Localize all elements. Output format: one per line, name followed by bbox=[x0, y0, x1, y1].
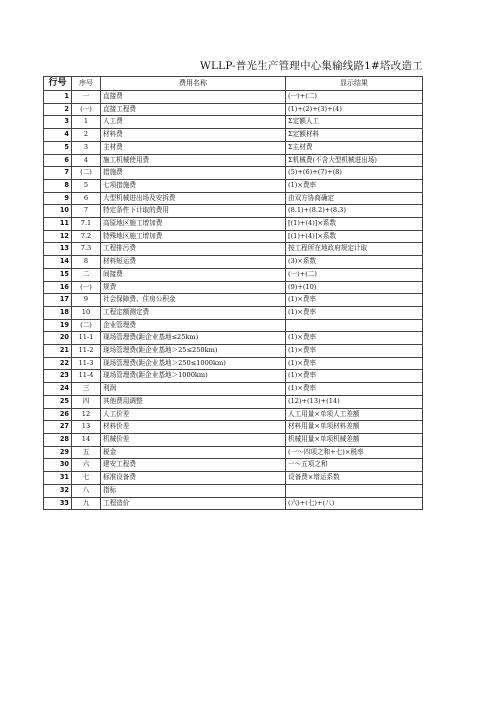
fee-name-cell[interactable]: 人工费 bbox=[101, 116, 286, 129]
result-cell[interactable]: 人工用量×单项人工差额 bbox=[286, 408, 423, 421]
table-row bbox=[44, 395, 423, 408]
row-number-cell[interactable]: 18 bbox=[44, 306, 72, 319]
seq-cell[interactable]: (一) bbox=[72, 281, 101, 294]
seq-cell[interactable]: 一 bbox=[72, 91, 101, 104]
table-row bbox=[44, 192, 423, 205]
row-number-cell[interactable]: 31 bbox=[44, 472, 72, 485]
table-row bbox=[44, 281, 423, 294]
table-row bbox=[44, 205, 423, 218]
row-number-cell[interactable]: 15 bbox=[44, 268, 72, 281]
row-number-cell[interactable]: 23 bbox=[44, 370, 72, 383]
row-number-cell[interactable]: 5 bbox=[44, 141, 72, 154]
fee-table bbox=[43, 76, 423, 510]
row-number-cell[interactable]: 22 bbox=[44, 357, 72, 370]
result-cell[interactable]: 一～五项之和 bbox=[286, 459, 423, 472]
fee-name-cell[interactable]: 直接费 bbox=[101, 91, 286, 104]
table-row bbox=[44, 459, 423, 472]
row-number-cell[interactable]: 20 bbox=[44, 332, 72, 345]
table-row bbox=[44, 116, 423, 129]
table-row bbox=[44, 370, 423, 383]
fee-name-cell[interactable]: 工程定额测定费 bbox=[101, 306, 286, 319]
table-row bbox=[44, 357, 423, 370]
seq-cell[interactable]: 九 bbox=[72, 497, 101, 510]
table-header-row bbox=[44, 77, 423, 91]
row-number-cell[interactable]: 32 bbox=[44, 484, 72, 497]
result-cell[interactable]: (8.1)+(8.2)+(8.3) bbox=[286, 205, 423, 218]
seq-cell[interactable]: 13 bbox=[72, 421, 101, 434]
result-cell[interactable]: (1)×费率 bbox=[286, 332, 423, 345]
fee-name-cell[interactable]: 材料费 bbox=[101, 129, 286, 142]
fee-name-cell[interactable]: 特定条件下计取的费用 bbox=[101, 205, 286, 218]
result-cell[interactable] bbox=[286, 484, 423, 497]
fee-name-cell[interactable]: 材料价差 bbox=[101, 421, 286, 434]
seq-cell[interactable]: 7 bbox=[72, 205, 101, 218]
result-cell[interactable]: (3)×系数 bbox=[286, 256, 423, 269]
result-cell[interactable]: (9)+(10) bbox=[286, 281, 423, 294]
fee-name-cell[interactable]: 工程排污费 bbox=[101, 243, 286, 256]
result-cell[interactable]: 机械用量×单项机械差额 bbox=[286, 433, 423, 446]
row-number-cell[interactable]: 24 bbox=[44, 383, 72, 396]
fee-name-cell[interactable]: 主材费 bbox=[101, 141, 286, 154]
result-cell[interactable]: (1)×费率 bbox=[286, 179, 423, 192]
result-cell[interactable]: (1)×费率 bbox=[286, 383, 423, 396]
seq-cell[interactable]: 六 bbox=[72, 459, 101, 472]
seq-cell[interactable]: 四 bbox=[72, 395, 101, 408]
seq-cell[interactable]: 11-3 bbox=[72, 357, 101, 370]
row-number-cell[interactable]: 10 bbox=[44, 205, 72, 218]
table-row bbox=[44, 497, 423, 510]
table-row bbox=[44, 129, 423, 142]
table-row bbox=[44, 256, 423, 269]
result-cell[interactable]: Σ定额人工 bbox=[286, 116, 423, 129]
result-cell[interactable]: [(1)+(4)]×系数 bbox=[286, 230, 423, 243]
row-number-cell[interactable]: 8 bbox=[44, 179, 72, 192]
fee-name-cell[interactable]: 建安工程费 bbox=[101, 459, 286, 472]
seq-cell[interactable]: 8 bbox=[72, 256, 101, 269]
seq-cell[interactable]: 八 bbox=[72, 484, 101, 497]
result-cell[interactable]: (1)×费率 bbox=[286, 357, 423, 370]
seq-cell[interactable]: 11-2 bbox=[72, 345, 101, 358]
seq-cell[interactable]: 7.1 bbox=[72, 218, 101, 231]
row-number-cell[interactable]: 33 bbox=[44, 497, 72, 510]
result-cell[interactable]: (1)+(2)+(3)+(4) bbox=[286, 103, 423, 116]
seq-cell[interactable]: 7.3 bbox=[72, 243, 101, 256]
result-cell[interactable]: Σ机械费(不含大型机械进出场) bbox=[286, 154, 423, 167]
table-row bbox=[44, 408, 423, 421]
result-cell[interactable]: Σ定额材料 bbox=[286, 129, 423, 142]
seq-cell[interactable]: 14 bbox=[72, 433, 101, 446]
fee-name-cell[interactable]: 现场管理费(距企业基地≤25km) bbox=[101, 332, 286, 345]
row-number-cell[interactable]: 14 bbox=[44, 256, 72, 269]
row-number-cell[interactable]: 6 bbox=[44, 154, 72, 167]
row-number-cell[interactable]: 27 bbox=[44, 421, 72, 434]
seq-cell[interactable]: 10 bbox=[72, 306, 101, 319]
seq-cell[interactable]: 三 bbox=[72, 383, 101, 396]
result-cell[interactable]: (1)×费率 bbox=[286, 306, 423, 319]
table-row bbox=[44, 345, 423, 358]
fee-name-cell[interactable]: 间接费 bbox=[101, 268, 286, 281]
seq-cell[interactable]: 3 bbox=[72, 141, 101, 154]
fee-name-cell[interactable]: 企业管理费 bbox=[101, 319, 286, 332]
fee-name-cell[interactable]: 现场管理费(距企业基地＞1000km) bbox=[101, 370, 286, 383]
row-number-cell[interactable]: 3 bbox=[44, 116, 72, 129]
row-number-cell[interactable]: 9 bbox=[44, 192, 72, 205]
table-row bbox=[44, 421, 423, 434]
seq-cell[interactable]: 1 bbox=[72, 116, 101, 129]
seq-cell[interactable]: 6 bbox=[72, 192, 101, 205]
seq-cell[interactable]: 5 bbox=[72, 179, 101, 192]
fee-name-cell[interactable]: 税金 bbox=[101, 446, 286, 459]
table-row bbox=[44, 332, 423, 345]
table-row bbox=[44, 230, 423, 243]
table-row bbox=[44, 446, 423, 459]
seq-cell[interactable]: 11-4 bbox=[72, 370, 101, 383]
result-cell[interactable]: (1)×费率 bbox=[286, 370, 423, 383]
row-number-cell[interactable]: 7 bbox=[44, 167, 72, 180]
fee-name-cell[interactable]: 规费 bbox=[101, 281, 286, 294]
result-cell[interactable]: Σ主材费 bbox=[286, 141, 423, 154]
fee-name-cell[interactable]: 其他费用调整 bbox=[101, 395, 286, 408]
row-number-cell[interactable]: 13 bbox=[44, 243, 72, 256]
header-name: 费用名称 bbox=[101, 77, 286, 91]
table-row bbox=[44, 243, 423, 256]
result-cell[interactable]: (1)×费率 bbox=[286, 345, 423, 358]
row-number-cell[interactable]: 1 bbox=[44, 91, 72, 104]
row-number-cell[interactable]: 17 bbox=[44, 294, 72, 307]
fee-name-cell[interactable]: 特殊地区施工增加费 bbox=[101, 230, 286, 243]
fee-name-cell[interactable]: 工程造价 bbox=[101, 497, 286, 510]
table-row bbox=[44, 91, 423, 104]
table-row bbox=[44, 218, 423, 231]
seq-cell[interactable]: 11-1 bbox=[72, 332, 101, 345]
result-cell[interactable]: (12)+(13)+(14) bbox=[286, 395, 423, 408]
fee-name-cell[interactable]: 施工机械使用费 bbox=[101, 154, 286, 167]
seq-cell[interactable]: 七 bbox=[72, 472, 101, 485]
row-number-cell[interactable]: 30 bbox=[44, 459, 72, 472]
seq-cell[interactable]: 五 bbox=[72, 446, 101, 459]
table-row bbox=[44, 103, 423, 116]
result-cell[interactable]: (六)+(七)+(八) bbox=[286, 497, 423, 510]
row-number-cell[interactable]: 4 bbox=[44, 129, 72, 142]
header-result: 显示结果 bbox=[286, 77, 423, 91]
table-row bbox=[44, 294, 423, 307]
fee-name-cell[interactable]: 材料短运费 bbox=[101, 256, 286, 269]
row-number-cell[interactable]: 2 bbox=[44, 103, 72, 116]
fee-name-cell[interactable]: 措施费 bbox=[101, 167, 286, 180]
table-row bbox=[44, 484, 423, 497]
seq-cell[interactable]: 2 bbox=[72, 129, 101, 142]
table-row bbox=[44, 433, 423, 446]
fee-name-cell[interactable]: 七项措施费 bbox=[101, 179, 286, 192]
fee-name-cell[interactable]: 大型机械进出场及安拆费 bbox=[101, 192, 286, 205]
row-number-cell[interactable]: 19 bbox=[44, 319, 72, 332]
table-row bbox=[44, 167, 423, 180]
fee-name-cell[interactable]: 标准设备费 bbox=[101, 472, 286, 485]
row-number-cell[interactable]: 25 bbox=[44, 395, 72, 408]
row-number-cell[interactable]: 21 bbox=[44, 345, 72, 358]
row-number-cell[interactable]: 12 bbox=[44, 230, 72, 243]
seq-cell[interactable]: 4 bbox=[72, 154, 101, 167]
header-row-no: 行号 bbox=[44, 77, 72, 91]
row-number-cell[interactable]: 28 bbox=[44, 433, 72, 446]
fee-name-cell[interactable]: 高原地区施工增加费 bbox=[101, 218, 286, 231]
table-row bbox=[44, 141, 423, 154]
result-cell[interactable]: 设备费×增运系数 bbox=[286, 472, 423, 485]
fee-name-cell[interactable]: 现场管理费(距企业基地＞25≤250km) bbox=[101, 345, 286, 358]
fee-name-cell[interactable]: 机械价差 bbox=[101, 433, 286, 446]
row-number-cell[interactable]: 16 bbox=[44, 281, 72, 294]
seq-cell[interactable]: 12 bbox=[72, 408, 101, 421]
seq-cell[interactable]: (一) bbox=[72, 103, 101, 116]
result-cell[interactable]: [(1)+(4)]×系数 bbox=[286, 218, 423, 231]
table-row bbox=[44, 319, 423, 332]
table-row bbox=[44, 154, 423, 167]
row-number-cell[interactable]: 11 bbox=[44, 218, 72, 231]
seq-cell[interactable]: 9 bbox=[72, 294, 101, 307]
fee-name-cell[interactable]: 现场管理费(距企业基地＞250≤1000km) bbox=[101, 357, 286, 370]
sheet-title: WLLP-普光生产管理中心集输线路1#塔改造工 bbox=[200, 60, 423, 72]
result-cell[interactable]: (1)×费率 bbox=[286, 294, 423, 307]
fee-name-cell[interactable]: 人工价差 bbox=[101, 408, 286, 421]
fee-name-cell[interactable]: 社会保障费、住房公积金 bbox=[101, 294, 286, 307]
header-seq: 序号 bbox=[72, 77, 101, 91]
result-cell[interactable]: (一)+(二) bbox=[286, 91, 423, 104]
fee-name-cell[interactable]: 利润 bbox=[101, 383, 286, 396]
result-cell[interactable] bbox=[286, 319, 423, 332]
result-cell[interactable]: (一～四项之和+七)×税率 bbox=[286, 446, 423, 459]
result-cell[interactable]: 按工程所在地政府规定计取 bbox=[286, 243, 423, 256]
seq-cell[interactable]: (二) bbox=[72, 167, 101, 180]
result-cell[interactable]: 由双方协商确定 bbox=[286, 192, 423, 205]
row-number-cell[interactable]: 26 bbox=[44, 408, 72, 421]
table-row bbox=[44, 306, 423, 319]
table-row bbox=[44, 472, 423, 485]
table-row bbox=[44, 268, 423, 281]
fee-name-cell[interactable]: 指标 bbox=[101, 484, 286, 497]
result-cell[interactable]: (一)+(二) bbox=[286, 268, 423, 281]
seq-cell[interactable]: 二 bbox=[72, 268, 101, 281]
seq-cell[interactable]: (二) bbox=[72, 319, 101, 332]
fee-name-cell[interactable]: 直接工程费 bbox=[101, 103, 286, 116]
result-cell[interactable]: 材料用量×单项材料差额 bbox=[286, 421, 423, 434]
seq-cell[interactable]: 7.2 bbox=[72, 230, 101, 243]
table-row bbox=[44, 179, 423, 192]
table-row bbox=[44, 383, 423, 396]
result-cell[interactable]: (5)+(6)+(7)+(8) bbox=[286, 167, 423, 180]
row-number-cell[interactable]: 29 bbox=[44, 446, 72, 459]
